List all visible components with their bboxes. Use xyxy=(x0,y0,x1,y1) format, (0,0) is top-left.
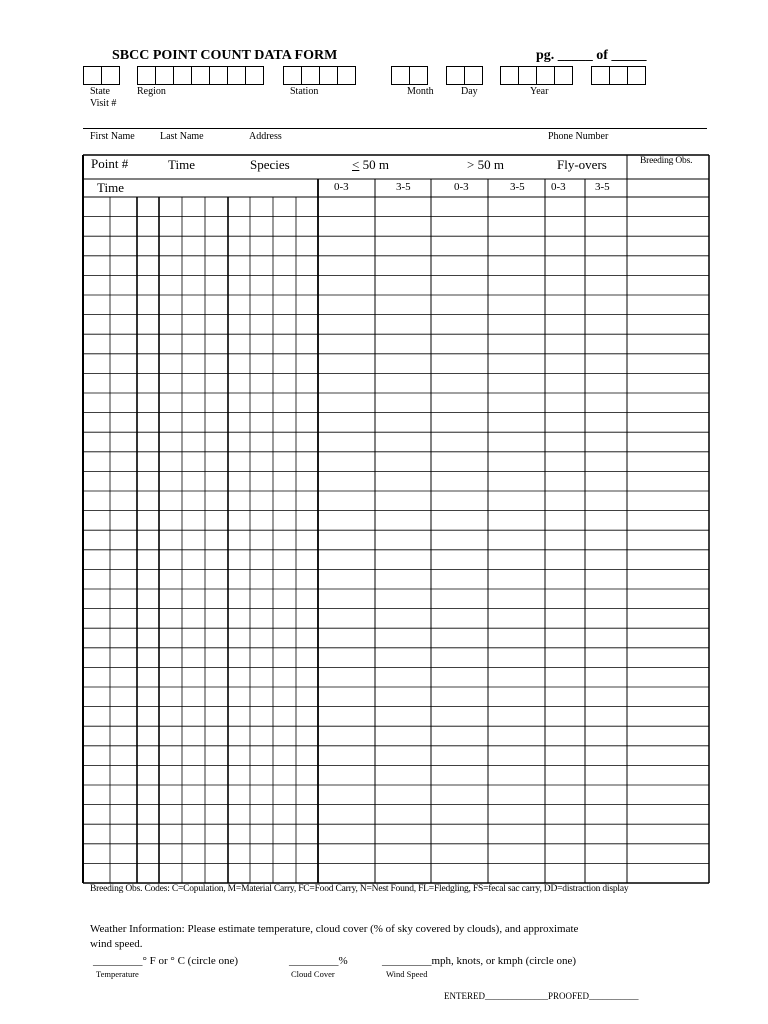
region-label: Region xyxy=(137,86,166,97)
header-species: Species xyxy=(250,157,290,172)
subheader-time: Time xyxy=(97,180,124,195)
weather-intro-2: wind speed. xyxy=(90,938,143,950)
subheader-fly-a: 0-3 xyxy=(551,181,566,193)
header-flyovers: Fly-overs xyxy=(557,157,607,172)
weather-intro: Weather Information: Please estimate temperature, cloud cover (% of sky covered by clouds), and approximate xyxy=(90,923,579,935)
state-label: State xyxy=(90,86,110,97)
le50-text: 50 m xyxy=(359,157,389,172)
subheader-le50-a: 0-3 xyxy=(334,181,349,193)
first-name-label: First Name xyxy=(90,131,135,142)
form-title: SBCC POINT COUNT DATA FORM xyxy=(112,48,338,63)
wind-speed-label: Wind Speed xyxy=(386,969,428,979)
header-le50 xyxy=(352,157,389,173)
temperature-field[interactable]: _________° F or ° C (circle one) xyxy=(93,955,239,967)
cloud-cover-field[interactable]: _________% xyxy=(289,955,348,967)
le50-symbol: < xyxy=(352,157,360,172)
page-number-field[interactable]: pg. _____ of _____ xyxy=(536,48,647,63)
subheader-gt50-a: 0-3 xyxy=(454,181,469,193)
station-label: Station xyxy=(290,86,319,97)
last-name-label: Last Name xyxy=(160,131,204,142)
address-label: Address xyxy=(249,131,282,142)
breeding-codes: Breeding Obs. Codes: C=Copulation, M=Material Carry, FC=Food Carry, N=Nest Found, FL=Fledgling, FS=fecal sac carry, DD=distraction display xyxy=(90,884,629,894)
subheader-le50-b: 3-5 xyxy=(396,181,411,193)
entered-proofed[interactable]: ENTERED______________PROOFED___________ xyxy=(444,991,639,1001)
wind-speed-field[interactable]: _________mph, knots, or kmph (circle one) xyxy=(382,955,576,967)
cloud-cover-label: Cloud Cover xyxy=(291,969,335,979)
header-breeding: Breeding Obs. xyxy=(640,156,693,166)
temperature-label: Temperature xyxy=(96,969,139,979)
visit-label: Visit # xyxy=(90,98,117,109)
subheader-fly-b: 3-5 xyxy=(595,181,610,193)
header-gt50: > 50 m xyxy=(467,157,504,172)
day-label: Day xyxy=(461,86,478,97)
phone-label: Phone Number xyxy=(548,131,609,142)
month-label: Month xyxy=(407,86,434,97)
year-label: Year xyxy=(530,86,549,97)
header-point: Point # xyxy=(91,156,129,171)
subheader-gt50-b: 3-5 xyxy=(510,181,525,193)
header-time: Time xyxy=(168,157,195,172)
